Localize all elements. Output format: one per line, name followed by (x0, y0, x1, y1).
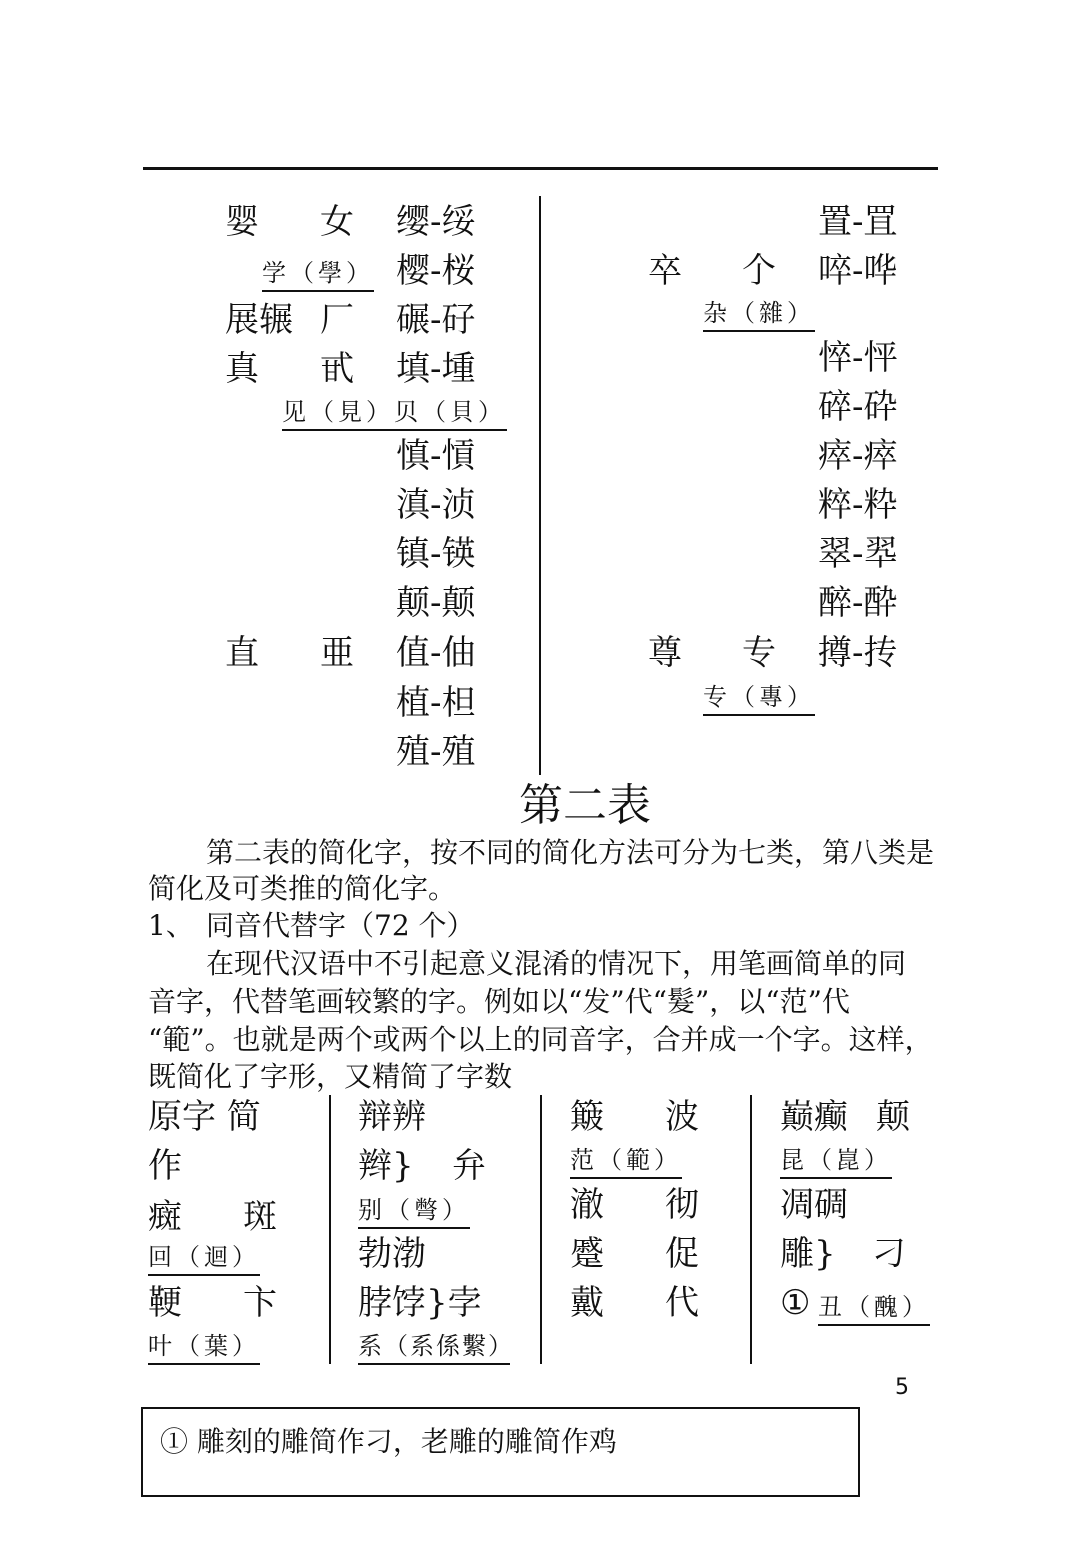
note-underlined: 丑（醜） (818, 1292, 930, 1326)
note-underlined: 昆（崑） (780, 1145, 892, 1179)
simplified-char: 弁 (452, 1146, 486, 1186)
note-underlined: 专（專） (703, 682, 815, 716)
traditional-chars: 辩辨 (358, 1097, 426, 1137)
lower-table-divider (329, 1095, 331, 1364)
note-underlined: 系（系係繫） (358, 1331, 510, 1365)
derived-pair: 撙-抟 (818, 633, 898, 673)
traditional-char: 簸 (570, 1097, 604, 1137)
traditional-char: 辫} (358, 1146, 414, 1186)
simplified-component: 女 (320, 202, 354, 242)
lower-table-divider (540, 1095, 542, 1364)
derived-pair: 滇-浈 (396, 485, 476, 525)
intro-line: 简化及可类推的简化字。 (148, 872, 457, 905)
section-title: 第二表 (519, 780, 651, 831)
simplified-component: 专 (742, 633, 776, 673)
traditional-component: 卒 (648, 251, 682, 291)
item-number: 1、 (148, 909, 194, 942)
traditional-char: 雕} (780, 1234, 836, 1274)
derived-pair: 醉-酔 (818, 583, 898, 623)
header-text: 原字 简 (148, 1097, 261, 1137)
description-line: 音字，代替笔画较繁的字。例如以“发”代“髮”，以“范”代 (148, 985, 850, 1018)
description-line: 既简化了字形，又精简了字数 (148, 1060, 513, 1093)
derived-pair: 瘁-瘁 (818, 436, 898, 476)
derived-pair: 翠-翆 (818, 534, 898, 574)
traditional-chars: 巅癫 (780, 1097, 848, 1137)
footnote-text: ① 雕刻的雕简作刁，老雕的雕简作鸡 (160, 1425, 617, 1458)
derived-pair: 填-堹 (396, 349, 476, 389)
derived-pair: 啐-哗 (818, 251, 898, 291)
traditional-chars: 脖饽}孛 (358, 1283, 482, 1323)
header-text: 作 (148, 1146, 182, 1186)
derived-pair: 碾-矷 (396, 300, 476, 340)
traditional-chars: 凋碉 (780, 1185, 848, 1225)
derived-pair: 置-罝 (818, 202, 898, 242)
simplified-char: 代 (665, 1283, 699, 1323)
traditional-component: 尊 (648, 633, 682, 673)
simplified-char: 卞 (243, 1283, 277, 1323)
derived-pair: 粹-粋 (818, 485, 898, 525)
note-underlined: 学（學） (262, 258, 374, 292)
description-line: 在现代汉语中不引起意义混淆的情况下，用笔画简单的同 (206, 947, 907, 980)
traditional-char: 蹙 (570, 1234, 604, 1274)
simplified-char: 波 (665, 1097, 699, 1137)
derived-pair: 慎-愩 (396, 436, 476, 476)
simplified-component: 厂 (320, 300, 354, 340)
simplified-char: 斑 (243, 1197, 277, 1237)
derived-pair: 碎-砕 (818, 387, 898, 427)
intro-line: 第二表的简化字，按不同的简化方法可分为七类，第八类是 (206, 836, 935, 869)
simplified-char: 颠 (876, 1097, 910, 1137)
note-underlined: 叶（葉） (148, 1331, 260, 1365)
traditional-component: 真 (225, 349, 259, 389)
upper-table-divider (539, 196, 541, 775)
traditional-component: 展辗 (225, 300, 293, 340)
traditional-char: 鞕 (148, 1283, 182, 1323)
simplified-component: 甙 (320, 349, 354, 389)
derived-pair: 值-伷 (396, 633, 476, 673)
traditional-component: 直 (225, 633, 259, 673)
traditional-char: 澈 (570, 1185, 604, 1225)
traditional-char: 戴 (570, 1283, 604, 1323)
note-underlined: 见（見）贝（貝） (282, 397, 507, 431)
derived-pair: 悴-怦 (818, 338, 898, 378)
derived-pair: 殖-殖 (396, 732, 476, 772)
simplified-char: 促 (665, 1234, 699, 1274)
page-number: 5 (895, 1375, 909, 1400)
note-underlined: 杂（雜） (703, 298, 815, 332)
derived-pair: 镇-锳 (396, 534, 476, 574)
header-rule (143, 167, 938, 170)
traditional-chars: 勃渤 (358, 1234, 426, 1274)
simplified-component: 𠆤 (742, 251, 776, 291)
simplified-char: 彻 (665, 1185, 699, 1225)
traditional-char: 癍 (148, 1197, 182, 1237)
traditional-component: 婴 (225, 202, 259, 242)
derived-pair: 缨-绥 (396, 202, 476, 242)
derived-pair: 樱-桜 (396, 251, 476, 291)
derived-pair: 颠-颠 (396, 583, 476, 623)
note-underlined: 范（範） (570, 1145, 682, 1179)
note-underlined: 回（迴） (148, 1242, 260, 1276)
note-underlined: 别（彆） (358, 1195, 470, 1229)
simplified-component: 亜 (320, 633, 354, 673)
simplified-char: 刁 (872, 1234, 906, 1274)
footnote-marker[interactable]: ① (780, 1283, 811, 1323)
lower-table-divider (750, 1095, 752, 1364)
description-line: “範”。也就是两个或两个以上的同音字，合并成一个字。这样， (148, 1023, 933, 1056)
item-title: 同音代替字（72 个） (206, 909, 475, 942)
derived-pair: 植-柦 (396, 683, 476, 723)
